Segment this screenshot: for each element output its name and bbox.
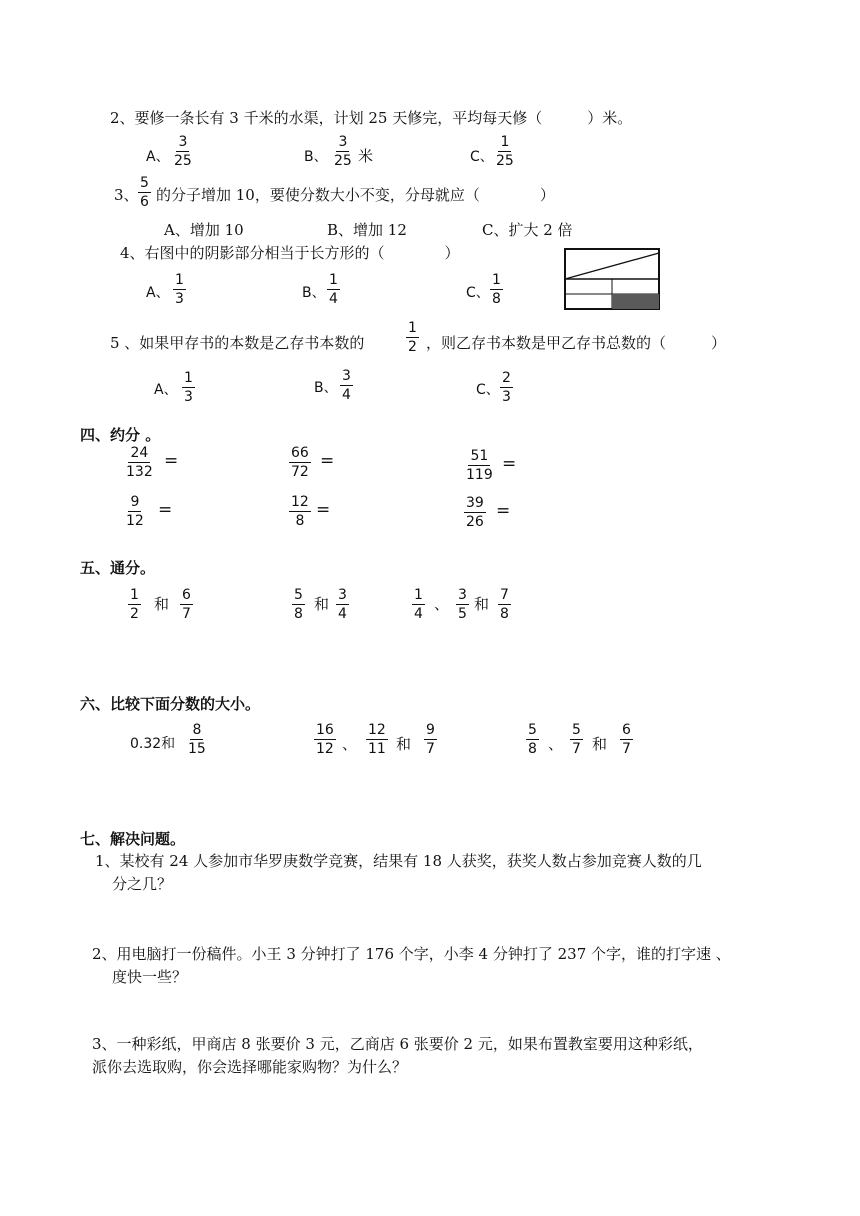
common-denominator-fraction bbox=[456, 587, 469, 622]
numerator: 8 bbox=[192, 722, 202, 738]
denominator: 8 bbox=[528, 741, 537, 757]
numerator: 9 bbox=[426, 722, 435, 738]
equals-sign: = bbox=[158, 500, 173, 520]
q4-option-b: B、 bbox=[302, 285, 326, 301]
compare-fraction bbox=[570, 722, 583, 757]
section-5-title: 五、通分。 bbox=[80, 559, 156, 577]
denominator: 3 bbox=[175, 291, 184, 307]
q3-option-a: A、增加 10 bbox=[164, 221, 244, 239]
denominator: 8 bbox=[295, 513, 305, 529]
numerator: 3 bbox=[338, 587, 347, 603]
q4-option-c: C、 bbox=[466, 285, 490, 301]
numerator: 5 bbox=[140, 175, 149, 191]
and-word: 和 bbox=[314, 595, 330, 613]
numerator: 1 bbox=[175, 272, 184, 288]
reduce-fraction-1 bbox=[124, 445, 155, 480]
denominator: 8 bbox=[294, 606, 303, 622]
problem-3-line-2: 派你去选取购，你会选择哪能家购物？为什么？ bbox=[92, 1058, 408, 1076]
compare-fraction bbox=[314, 722, 336, 757]
denominator: 3 bbox=[502, 389, 511, 405]
q3-option-c: C、扩大 2 倍 bbox=[482, 221, 573, 239]
equals-sign: = bbox=[496, 501, 511, 521]
denominator: 72 bbox=[291, 464, 309, 480]
numerator: 3 bbox=[458, 587, 467, 603]
denominator: 12 bbox=[316, 741, 334, 757]
separator: 、 bbox=[548, 735, 564, 753]
q2-option-a-fraction bbox=[172, 134, 194, 169]
q3-number: 3、 bbox=[114, 186, 139, 204]
numerator: 7 bbox=[500, 587, 509, 603]
numerator: 2 bbox=[502, 370, 511, 386]
and-word: 和 bbox=[474, 595, 490, 613]
q5-text-a: 5 、如果甲存书的本数是乙存书本数的 bbox=[110, 334, 365, 352]
shaded-part bbox=[612, 294, 659, 309]
numerator: 16 bbox=[316, 722, 334, 738]
common-denominator-fraction bbox=[292, 587, 305, 622]
compare-fraction bbox=[620, 722, 633, 757]
compare-fraction bbox=[424, 722, 437, 757]
denominator: 119 bbox=[466, 467, 493, 483]
equals-sign: = bbox=[320, 451, 335, 471]
numerator: 9 bbox=[130, 494, 140, 510]
denominator: 3 bbox=[184, 389, 193, 405]
equals-sign: = bbox=[316, 500, 331, 520]
q2-option-c: C、 bbox=[470, 149, 494, 165]
separator: 、 bbox=[434, 595, 450, 613]
numerator: 66 bbox=[291, 445, 309, 461]
compare-fraction bbox=[186, 722, 208, 757]
reduce-fraction-4 bbox=[124, 494, 146, 529]
denominator: 4 bbox=[338, 606, 347, 622]
denominator: 7 bbox=[622, 741, 631, 757]
and-word: 和 bbox=[154, 595, 170, 613]
q2-unit: 米 bbox=[358, 147, 374, 165]
compare-fraction bbox=[366, 722, 388, 757]
separator: 、 bbox=[342, 735, 358, 753]
numerator: 3 bbox=[338, 134, 348, 150]
q5-option-a-fraction bbox=[182, 370, 195, 405]
q4-option-c-fraction bbox=[490, 272, 503, 307]
q5-option-b: B、 bbox=[314, 380, 338, 396]
numerator: 1 bbox=[130, 587, 139, 603]
q2-option-b-fraction bbox=[332, 134, 354, 169]
numerator: 1 bbox=[500, 134, 510, 150]
numerator: 1 bbox=[492, 272, 501, 288]
common-denominator-fraction bbox=[336, 587, 349, 622]
denominator: 8 bbox=[492, 291, 501, 307]
reduce-fraction-6 bbox=[464, 495, 486, 530]
denominator: 6 bbox=[140, 194, 149, 210]
denominator: 2 bbox=[130, 606, 139, 622]
compare-fraction bbox=[526, 722, 539, 757]
denominator: 12 bbox=[126, 513, 144, 529]
numerator: 39 bbox=[466, 495, 484, 511]
common-denominator-fraction bbox=[180, 587, 193, 622]
q2-option-b: B、 bbox=[304, 149, 328, 165]
numerator: 51 bbox=[470, 448, 489, 464]
denominator: 11 bbox=[368, 741, 386, 757]
numerator: 1 bbox=[408, 320, 417, 336]
q5-option-a: A、 bbox=[154, 382, 178, 398]
q3-text: 的分子增加 10，要使分数大小不变，分母就应（ ） bbox=[156, 186, 555, 204]
numerator: 3 bbox=[342, 368, 351, 384]
common-denominator-fraction bbox=[412, 587, 425, 622]
q3-option-b: B、增加 12 bbox=[327, 221, 407, 239]
denominator: 25 bbox=[334, 153, 352, 169]
q5-text-b: ，则乙存书本数是甲乙存书总数的（ ） bbox=[426, 334, 727, 352]
problem-2-line-2: 度快一些？ bbox=[112, 968, 188, 986]
q3-fraction bbox=[138, 175, 151, 210]
numerator: 5 bbox=[572, 722, 581, 738]
denominator: 7 bbox=[182, 606, 191, 622]
numerator: 12 bbox=[368, 722, 386, 738]
denominator: 15 bbox=[188, 741, 206, 757]
denominator: 7 bbox=[426, 741, 435, 757]
q2-text: 2、要修一条长有 3 千米的水渠，计划 25 天修完，平均每天修（ ）米。 bbox=[110, 109, 633, 127]
denominator: 8 bbox=[500, 606, 509, 622]
numerator: 1 bbox=[184, 370, 193, 386]
denominator: 4 bbox=[414, 606, 423, 622]
section-7-title: 七、解决问题。 bbox=[80, 830, 186, 848]
section-4-title: 四、约分 。 bbox=[80, 426, 161, 444]
problem-2-line-1: 2、用电脑打一份稿件。小王 3 分钟打了 176 个字，小李 4 分钟打了 237 个字，谁的打字速 、 bbox=[92, 945, 731, 963]
numerator: 24 bbox=[130, 445, 149, 461]
denominator: 26 bbox=[466, 514, 484, 530]
denominator: 7 bbox=[572, 741, 581, 757]
q4-option-a-fraction bbox=[173, 272, 186, 307]
denominator: 2 bbox=[408, 339, 417, 355]
numerator: 12 bbox=[291, 494, 309, 510]
problem-1-line-1: 1、某校有 24 人参加市华罗庚数学竞赛，结果有 18 人获奖，获奖人数占参加竞赛人数的几 bbox=[95, 852, 702, 870]
denominator: 5 bbox=[458, 606, 467, 622]
problem-1-line-2: 分之几？ bbox=[112, 875, 173, 893]
reduce-fraction-5 bbox=[289, 494, 311, 529]
problem-3-line-1: 3、一种彩纸，甲商店 8 张要价 3 元，乙商店 6 张要价 2 元，如果布置教室要用这种彩纸， bbox=[92, 1035, 703, 1053]
numerator: 5 bbox=[528, 722, 537, 738]
common-denominator-fraction bbox=[128, 587, 141, 622]
numerator: 6 bbox=[182, 587, 191, 603]
common-denominator-fraction bbox=[498, 587, 511, 622]
q4-option-b-fraction bbox=[327, 272, 340, 307]
q5-option-b-fraction bbox=[340, 368, 353, 403]
numerator: 3 bbox=[178, 134, 188, 150]
q2-option-a: A、 bbox=[146, 149, 170, 165]
and-word: 和 bbox=[592, 735, 608, 753]
denominator: 25 bbox=[174, 153, 192, 169]
and-word: 和 bbox=[396, 735, 412, 753]
q4-text: 4、右图中的阴影部分相当于长方形的（ ） bbox=[120, 244, 460, 262]
q5-option-c: C、 bbox=[476, 382, 500, 398]
numerator: 1 bbox=[414, 587, 423, 603]
section-6-title: 六、比较下面分数的大小。 bbox=[80, 695, 261, 713]
rectangle-figure bbox=[564, 248, 660, 310]
numerator: 1 bbox=[329, 272, 338, 288]
q5-fraction bbox=[406, 320, 419, 355]
q2-option-c-fraction bbox=[494, 134, 516, 169]
numerator: 6 bbox=[622, 722, 631, 738]
denominator: 4 bbox=[342, 387, 351, 403]
denominator: 25 bbox=[496, 153, 514, 169]
equals-sign: = bbox=[502, 454, 517, 474]
denominator: 132 bbox=[126, 464, 153, 480]
denominator: 4 bbox=[329, 291, 338, 307]
decimal-comparison-label: 0.32和 bbox=[130, 736, 176, 752]
reduce-fraction-3 bbox=[464, 448, 495, 483]
reduce-fraction-2 bbox=[289, 445, 311, 480]
equals-sign: = bbox=[164, 451, 179, 471]
q5-option-c-fraction bbox=[500, 370, 513, 405]
q4-option-a: A、 bbox=[146, 285, 170, 301]
numerator: 5 bbox=[294, 587, 303, 603]
